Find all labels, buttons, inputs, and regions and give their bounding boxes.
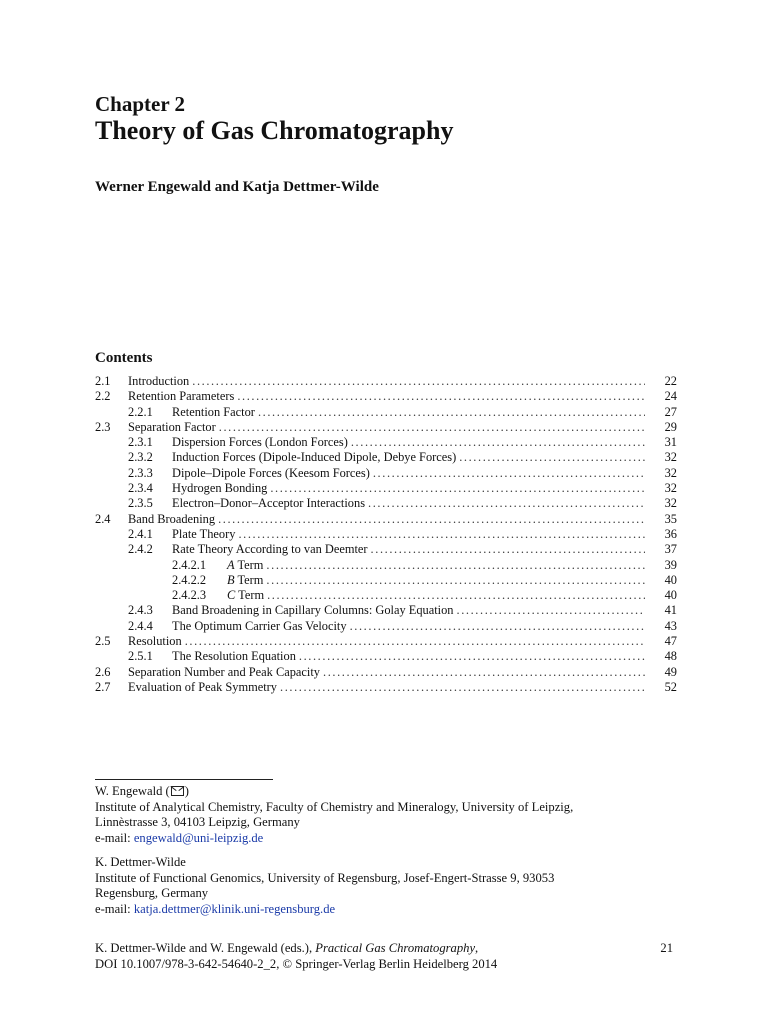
toc-entry-leader	[270, 481, 645, 496]
toc-entry-title-italic: C	[227, 588, 236, 603]
toc-entry[interactable]	[95, 542, 677, 557]
toc-entry-title: Introduction	[128, 374, 190, 388]
toc-entry[interactable]	[95, 420, 677, 435]
contents-heading: Contents	[95, 350, 153, 366]
table-of-contents	[95, 374, 677, 695]
footnote-dettmer	[95, 855, 554, 917]
envelope-icon[interactable]	[171, 786, 184, 796]
footnote-affiliation: Institute of Functional Genomics, University of Regensburg, Josef-Engert-Strasse 9, 93053	[95, 870, 555, 885]
toc-entry-title: Separation Factor	[128, 419, 216, 434]
toc-entry-title-rest: Term	[234, 557, 264, 572]
toc-entry-title: Band Broadening in Capillary Columns: Golay Equation	[172, 603, 454, 618]
footnote-author-name-close: )	[184, 784, 189, 798]
toc-entry-number: 2.3.3	[128, 465, 153, 480]
toc-entry[interactable]	[95, 603, 677, 618]
toc-entry-title: Dispersion Forces (London Forces)	[172, 435, 348, 450]
toc-entry-number: 2.4	[95, 511, 111, 526]
toc-entry-leader	[219, 420, 645, 435]
toc-entry-page: 32	[664, 481, 677, 496]
toc-entry-leader	[373, 466, 645, 481]
footnote-email-line	[95, 831, 573, 847]
toc-entry-title	[227, 573, 266, 588]
email-link-engewald[interactable]: engewald@uni-leipzig.de	[133, 830, 264, 845]
toc-entry-number: 2.3.2	[128, 450, 153, 465]
toc-entry-leader	[237, 389, 645, 404]
toc-entry-title: Plate Theory	[172, 526, 236, 541]
toc-entry-page: 41	[664, 603, 677, 618]
toc-entry-title: Retention Parameters	[128, 389, 235, 404]
toc-entry[interactable]	[95, 405, 677, 420]
footer-book-title: Practical Gas Chromatography	[315, 941, 476, 955]
toc-entry-title-italic: A	[227, 557, 235, 572]
footnote-author-name: K. Dettmer-Wilde	[95, 855, 186, 869]
toc-entry-page: 24	[664, 389, 677, 404]
toc-entry-leader	[280, 680, 645, 695]
toc-entry-title: The Optimum Carrier Gas Velocity	[172, 618, 347, 633]
toc-entry[interactable]	[95, 512, 677, 527]
toc-entry-title: Resolution	[128, 634, 182, 649]
toc-entry-leader	[267, 588, 645, 603]
footnote-email-label: e-mail:	[95, 901, 134, 916]
toc-entry[interactable]	[95, 481, 677, 496]
toc-entry-leader	[266, 573, 645, 588]
footnote-engewald	[95, 784, 573, 846]
toc-entry[interactable]	[95, 450, 677, 465]
toc-entry[interactable]	[95, 558, 677, 573]
toc-entry-leader	[238, 527, 645, 542]
toc-entry-number: 2.6	[95, 664, 111, 679]
toc-entry-leader	[368, 496, 645, 511]
toc-entry-title	[227, 558, 266, 573]
toc-entry[interactable]	[95, 634, 677, 649]
toc-entry-number: 2.4.1	[128, 526, 153, 541]
footnote-affiliation: Institute of Analytical Chemistry, Faculty of Chemistry and Mineralogy, University of Leipzig,	[95, 799, 574, 814]
toc-entry-number: 2.3.5	[128, 496, 153, 511]
footnote-divider	[95, 779, 273, 780]
toc-entry-page: 43	[664, 618, 677, 633]
toc-entry-page: 40	[664, 588, 677, 603]
page-footer	[95, 940, 497, 972]
chapter-authors: Werner Engewald and Katja Dettmer-Wilde	[95, 179, 379, 195]
toc-entry-title: Dipole–Dipole Forces (Keesom Forces)	[172, 465, 370, 480]
toc-entry-number: 2.7	[95, 679, 111, 694]
toc-entry-number: 2.2	[95, 389, 111, 404]
toc-entry-page: 29	[664, 419, 677, 434]
toc-entry-title: Retention Factor	[172, 404, 255, 419]
toc-entry-number: 2.4.4	[128, 618, 153, 633]
footnote-author-line	[95, 784, 573, 800]
toc-entry-title: Induction Forces (Dipole-Induced Dipole, Debye Forces)	[172, 450, 457, 465]
footer-doi[interactable]: DOI 10.1007/978-3-642-54640-2_2, © Springer-Verlag Berlin Heidelberg 2014	[95, 957, 498, 971]
toc-entry-title: The Resolution Equation	[172, 649, 296, 664]
toc-entry-leader	[371, 542, 645, 557]
toc-entry-leader	[258, 405, 645, 420]
toc-entry-number: 2.4.2.3	[172, 588, 207, 603]
toc-entry[interactable]	[95, 466, 677, 481]
toc-entry-leader	[351, 435, 645, 450]
toc-entry[interactable]	[95, 435, 677, 450]
toc-entry-page: 31	[664, 435, 677, 450]
toc-entry[interactable]	[95, 527, 677, 542]
toc-entry-number: 2.1	[95, 374, 111, 388]
toc-entry-page: 32	[664, 465, 677, 480]
toc-entry-page: 22	[664, 374, 677, 388]
toc-entry-leader	[299, 649, 645, 664]
toc-entry[interactable]	[95, 665, 677, 680]
footer-citation	[95, 940, 497, 956]
toc-entry-title-rest: Term	[234, 572, 264, 587]
footnote-address: Regensburg, Germany	[95, 886, 209, 901]
toc-entry[interactable]	[95, 573, 677, 588]
toc-entry-number: 2.4.2	[128, 542, 153, 557]
footer-editors-end: ,	[475, 941, 479, 955]
toc-entry-leader	[192, 374, 645, 389]
toc-entry-number: 2.2.1	[128, 404, 153, 419]
footnote-email-line	[95, 902, 554, 918]
toc-entry-page: 49	[664, 664, 677, 679]
toc-entry-page: 37	[664, 542, 677, 557]
toc-entry-page: 52	[664, 679, 677, 694]
toc-entry-number: 2.3.4	[128, 481, 153, 496]
footnote-author-name: W. Engewald (	[95, 784, 170, 798]
toc-entry-page: 27	[664, 404, 677, 419]
toc-entry-leader	[185, 634, 645, 649]
toc-entry-title: Electron–Donor–Acceptor Interactions	[172, 496, 366, 511]
toc-entry[interactable]	[95, 619, 677, 634]
toc-entry-title-italic: B	[227, 572, 235, 587]
footnote-address: Linnèstrasse 3, 04103 Leipzig, Germany	[95, 815, 300, 830]
toc-entry-title: Separation Number and Peak Capacity	[128, 664, 320, 679]
toc-entry-page: 48	[664, 649, 677, 664]
toc-entry[interactable]	[95, 588, 677, 603]
toc-entry-title: Hydrogen Bonding	[172, 481, 268, 496]
toc-entry-leader	[350, 619, 645, 634]
toc-entry[interactable]	[95, 496, 677, 511]
toc-entry-leader	[459, 450, 645, 465]
toc-entry-title: Band Broadening	[128, 511, 216, 526]
toc-entry-page: 35	[664, 511, 677, 526]
toc-entry-number: 2.3	[95, 419, 111, 434]
toc-entry-page: 39	[664, 557, 677, 572]
toc-entry-number: 2.4.3	[128, 603, 153, 618]
toc-entry[interactable]	[95, 680, 677, 695]
toc-entry[interactable]	[95, 374, 677, 389]
toc-entry-page: 32	[664, 496, 677, 511]
toc-entry-leader	[323, 665, 645, 680]
toc-entry-leader	[457, 603, 645, 618]
page-number: 21	[660, 941, 673, 955]
footer-editors: K. Dettmer-Wilde and W. Engewald (eds.),	[95, 941, 316, 955]
toc-entry-page: 36	[664, 526, 677, 541]
footnote-email-label: e-mail:	[95, 830, 134, 845]
toc-entry-title: Evaluation of Peak Symmetry	[128, 679, 278, 694]
toc-entry-number: 2.4.2.2	[172, 572, 207, 587]
toc-entry-number: 2.4.2.1	[172, 557, 207, 572]
chapter-label: Chapter 2	[95, 92, 186, 116]
toc-entry-title-rest: Term	[235, 588, 265, 603]
toc-entry-page: 47	[664, 634, 677, 649]
toc-entry-leader	[266, 558, 645, 573]
toc-entry-leader	[218, 512, 645, 527]
toc-entry[interactable]	[95, 649, 677, 664]
toc-entry-title: Rate Theory According to van Deemter	[172, 542, 368, 557]
toc-entry-page: 32	[664, 450, 677, 465]
toc-entry-number: 2.5.1	[128, 649, 153, 664]
email-link-dettmer[interactable]: katja.dettmer@klinik.uni-regensburg.de	[133, 901, 336, 916]
chapter-title: Theory of Gas Chromatography	[95, 116, 454, 145]
toc-entry-title	[227, 588, 267, 603]
toc-entry-number: 2.3.1	[128, 435, 153, 450]
toc-entry-number: 2.5	[95, 634, 111, 649]
toc-entry[interactable]	[95, 389, 677, 404]
toc-entry-page: 40	[664, 572, 677, 587]
